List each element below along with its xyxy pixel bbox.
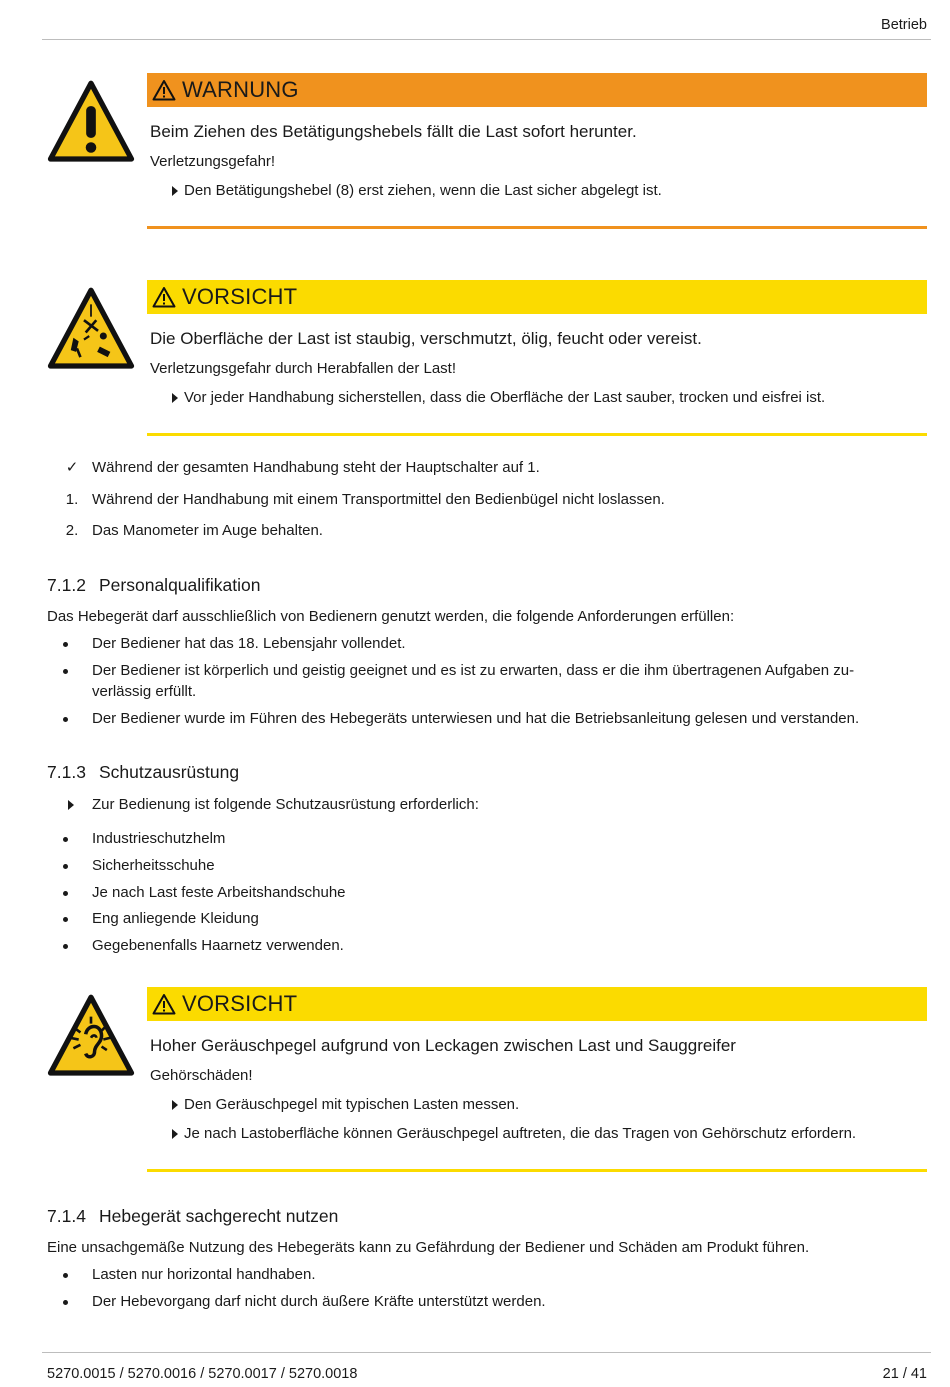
- section-713-action-text: Zur Bedienung ist folgende Schutzausrüstung erforderlich:: [92, 796, 479, 813]
- warning-action: [172, 182, 662, 199]
- footer-page-number: 21 / 41: [882, 1366, 927, 1382]
- precondition-text: Während der gesamten Handhabung steht der Hauptschalter auf 1.: [92, 459, 540, 476]
- section-heading-713: [47, 762, 239, 783]
- list-item-continuation: verlässig erfüllt.: [92, 683, 197, 700]
- caution2-action-text: Je nach Lastoberfläche können Geräuschpegel auftreten, die das Tragen von Gehörschutz erfordern.: [184, 1125, 857, 1142]
- noise-hazard-icon: [47, 992, 135, 1085]
- bullet-icon: [63, 669, 68, 674]
- caution1-action: [172, 389, 825, 406]
- caution2-consequence: Gehörschäden!: [150, 1067, 253, 1084]
- bullet-icon: [63, 917, 68, 922]
- running-header: Betrieb: [881, 17, 927, 33]
- list-item-text: Der Bediener hat das 18. Lebensjahr vollendet.: [92, 635, 406, 652]
- bullet-icon: [63, 864, 68, 869]
- list-item-text: Der Hebevorgang darf nicht durch äußere Kräfte unterstützt werden.: [92, 1293, 546, 1310]
- list-item-text: Der Bediener wurde im Führen des Hebegeräts unterwiesen und hat die Betriebsanleitung gelesen und verstanden.: [92, 710, 860, 727]
- list-item-text: Eng anliegende Kleidung: [92, 910, 259, 927]
- caution2-end-rule: [147, 1169, 927, 1172]
- list-item: [92, 935, 344, 956]
- bullet-icon: [63, 1273, 68, 1278]
- action-arrow-icon: [172, 393, 178, 403]
- list-item: [92, 660, 854, 681]
- step-number: 1.: [65, 491, 79, 508]
- action-arrow-icon: [172, 186, 178, 196]
- section-713-action: [68, 796, 479, 813]
- list-item-text: Lasten nur horizontal handhaben.: [92, 1266, 316, 1283]
- caution1-title-bar: [147, 280, 927, 314]
- section-title: Personalqualifikation: [99, 575, 261, 595]
- section-714-intro: Eine unsachgemäße Nutzung des Hebegeräts kann zu Gefährdung der Bediener und Schäden am Produkt führen.: [47, 1239, 810, 1256]
- caution2-title: VORSICHT: [182, 991, 298, 1016]
- section-title: Hebegerät sachgerecht nutzen: [99, 1206, 339, 1226]
- caution2-title-bar: [147, 987, 927, 1021]
- list-item-text: Der Bediener ist körperlich und geistig geeignet und es ist zu erwarten, dass er die ihm übertragenen Aufgaben zu-: [92, 662, 855, 679]
- warning-headline: Beim Ziehen des Betätigungshebels fällt die Last sofort herunter.: [150, 122, 637, 141]
- bullet-icon: [63, 944, 68, 949]
- warning-title-bar: [147, 73, 927, 107]
- section-number: 7.1.2: [47, 575, 86, 595]
- general-warning-icon: [47, 78, 135, 171]
- step-text: Während der Handhabung mit einem Transportmittel den Bedienbügel nicht loslassen.: [92, 491, 665, 508]
- bullet-icon: [63, 642, 68, 647]
- list-item: [92, 855, 215, 876]
- list-item: [92, 908, 259, 929]
- caution1-end-rule: [147, 433, 927, 436]
- step-item: [65, 489, 665, 510]
- step-text: Das Manometer im Auge behalten.: [92, 522, 323, 539]
- caution1-action-text: Vor jeder Handhabung sicherstellen, dass die Oberfläche der Last sauber, trocken und eisfrei ist.: [184, 389, 826, 406]
- list-item: [92, 882, 346, 903]
- section-title: Schutzausrüstung: [99, 762, 240, 782]
- falling-load-icon: [47, 285, 135, 378]
- list-item: [92, 828, 225, 849]
- footer-rule: [42, 1352, 931, 1353]
- step-item: [65, 520, 323, 541]
- caution2-action: [172, 1096, 519, 1113]
- list-item: [92, 708, 859, 729]
- checkmark-icon: ✓: [65, 459, 79, 476]
- precondition-item: [65, 457, 540, 478]
- action-arrow-icon: [172, 1129, 178, 1139]
- section-number: 7.1.4: [47, 1206, 86, 1226]
- list-item-text: Sicherheitsschuhe: [92, 857, 215, 874]
- warning-end-rule: [147, 226, 927, 229]
- list-item-text: Gegebenenfalls Haarnetz verwenden.: [92, 937, 344, 954]
- header-rule: [42, 39, 931, 40]
- warning-action-text: Den Betätigungshebel (8) erst ziehen, wenn die Last sicher abgelegt ist.: [184, 182, 662, 199]
- caution2-headline: Hoher Geräuschpegel aufgrund von Leckagen zwischen Last und Sauggreifer: [150, 1036, 736, 1055]
- footer-doc-numbers: 5270.0015 / 5270.0016 / 5270.0017 / 5270.0018: [47, 1366, 358, 1382]
- warning-title: WARNUNG: [182, 77, 299, 102]
- list-item-text: Je nach Last feste Arbeitshandschuhe: [92, 884, 346, 901]
- action-arrow-icon: [172, 1100, 178, 1110]
- list-item: [92, 633, 406, 654]
- caution1-headline: Die Oberfläche der Last ist staubig, verschmutzt, ölig, feucht oder vereist.: [150, 329, 702, 348]
- list-item: [92, 1264, 316, 1285]
- caution1-consequence: Verletzungsgefahr durch Herabfallen der Last!: [150, 360, 457, 377]
- section-number: 7.1.3: [47, 762, 86, 782]
- bullet-icon: [63, 1300, 68, 1305]
- caution2-action: [172, 1125, 856, 1142]
- warning-triangle-icon: [152, 79, 176, 101]
- section-712-intro: Das Hebegerät darf ausschließlich von Bedienern genutzt werden, die folgende Anforderungen erfüllen:: [47, 608, 735, 625]
- list-item: [92, 1291, 546, 1312]
- list-item-text: Industrieschutzhelm: [92, 830, 226, 847]
- bullet-icon: [63, 891, 68, 896]
- bullet-icon: [63, 717, 68, 722]
- bullet-icon: [63, 837, 68, 842]
- warning-triangle-icon: [152, 286, 176, 308]
- action-arrow-icon: [68, 800, 74, 810]
- section-heading-712: [47, 575, 261, 596]
- section-heading-714: [47, 1206, 338, 1227]
- caution2-action-text: Den Geräuschpegel mit typischen Lasten messen.: [184, 1096, 520, 1113]
- step-number: 2.: [65, 522, 79, 539]
- caution1-title: VORSICHT: [182, 284, 298, 309]
- warning-consequence: Verletzungsgefahr!: [150, 153, 276, 170]
- warning-triangle-icon: [152, 993, 176, 1015]
